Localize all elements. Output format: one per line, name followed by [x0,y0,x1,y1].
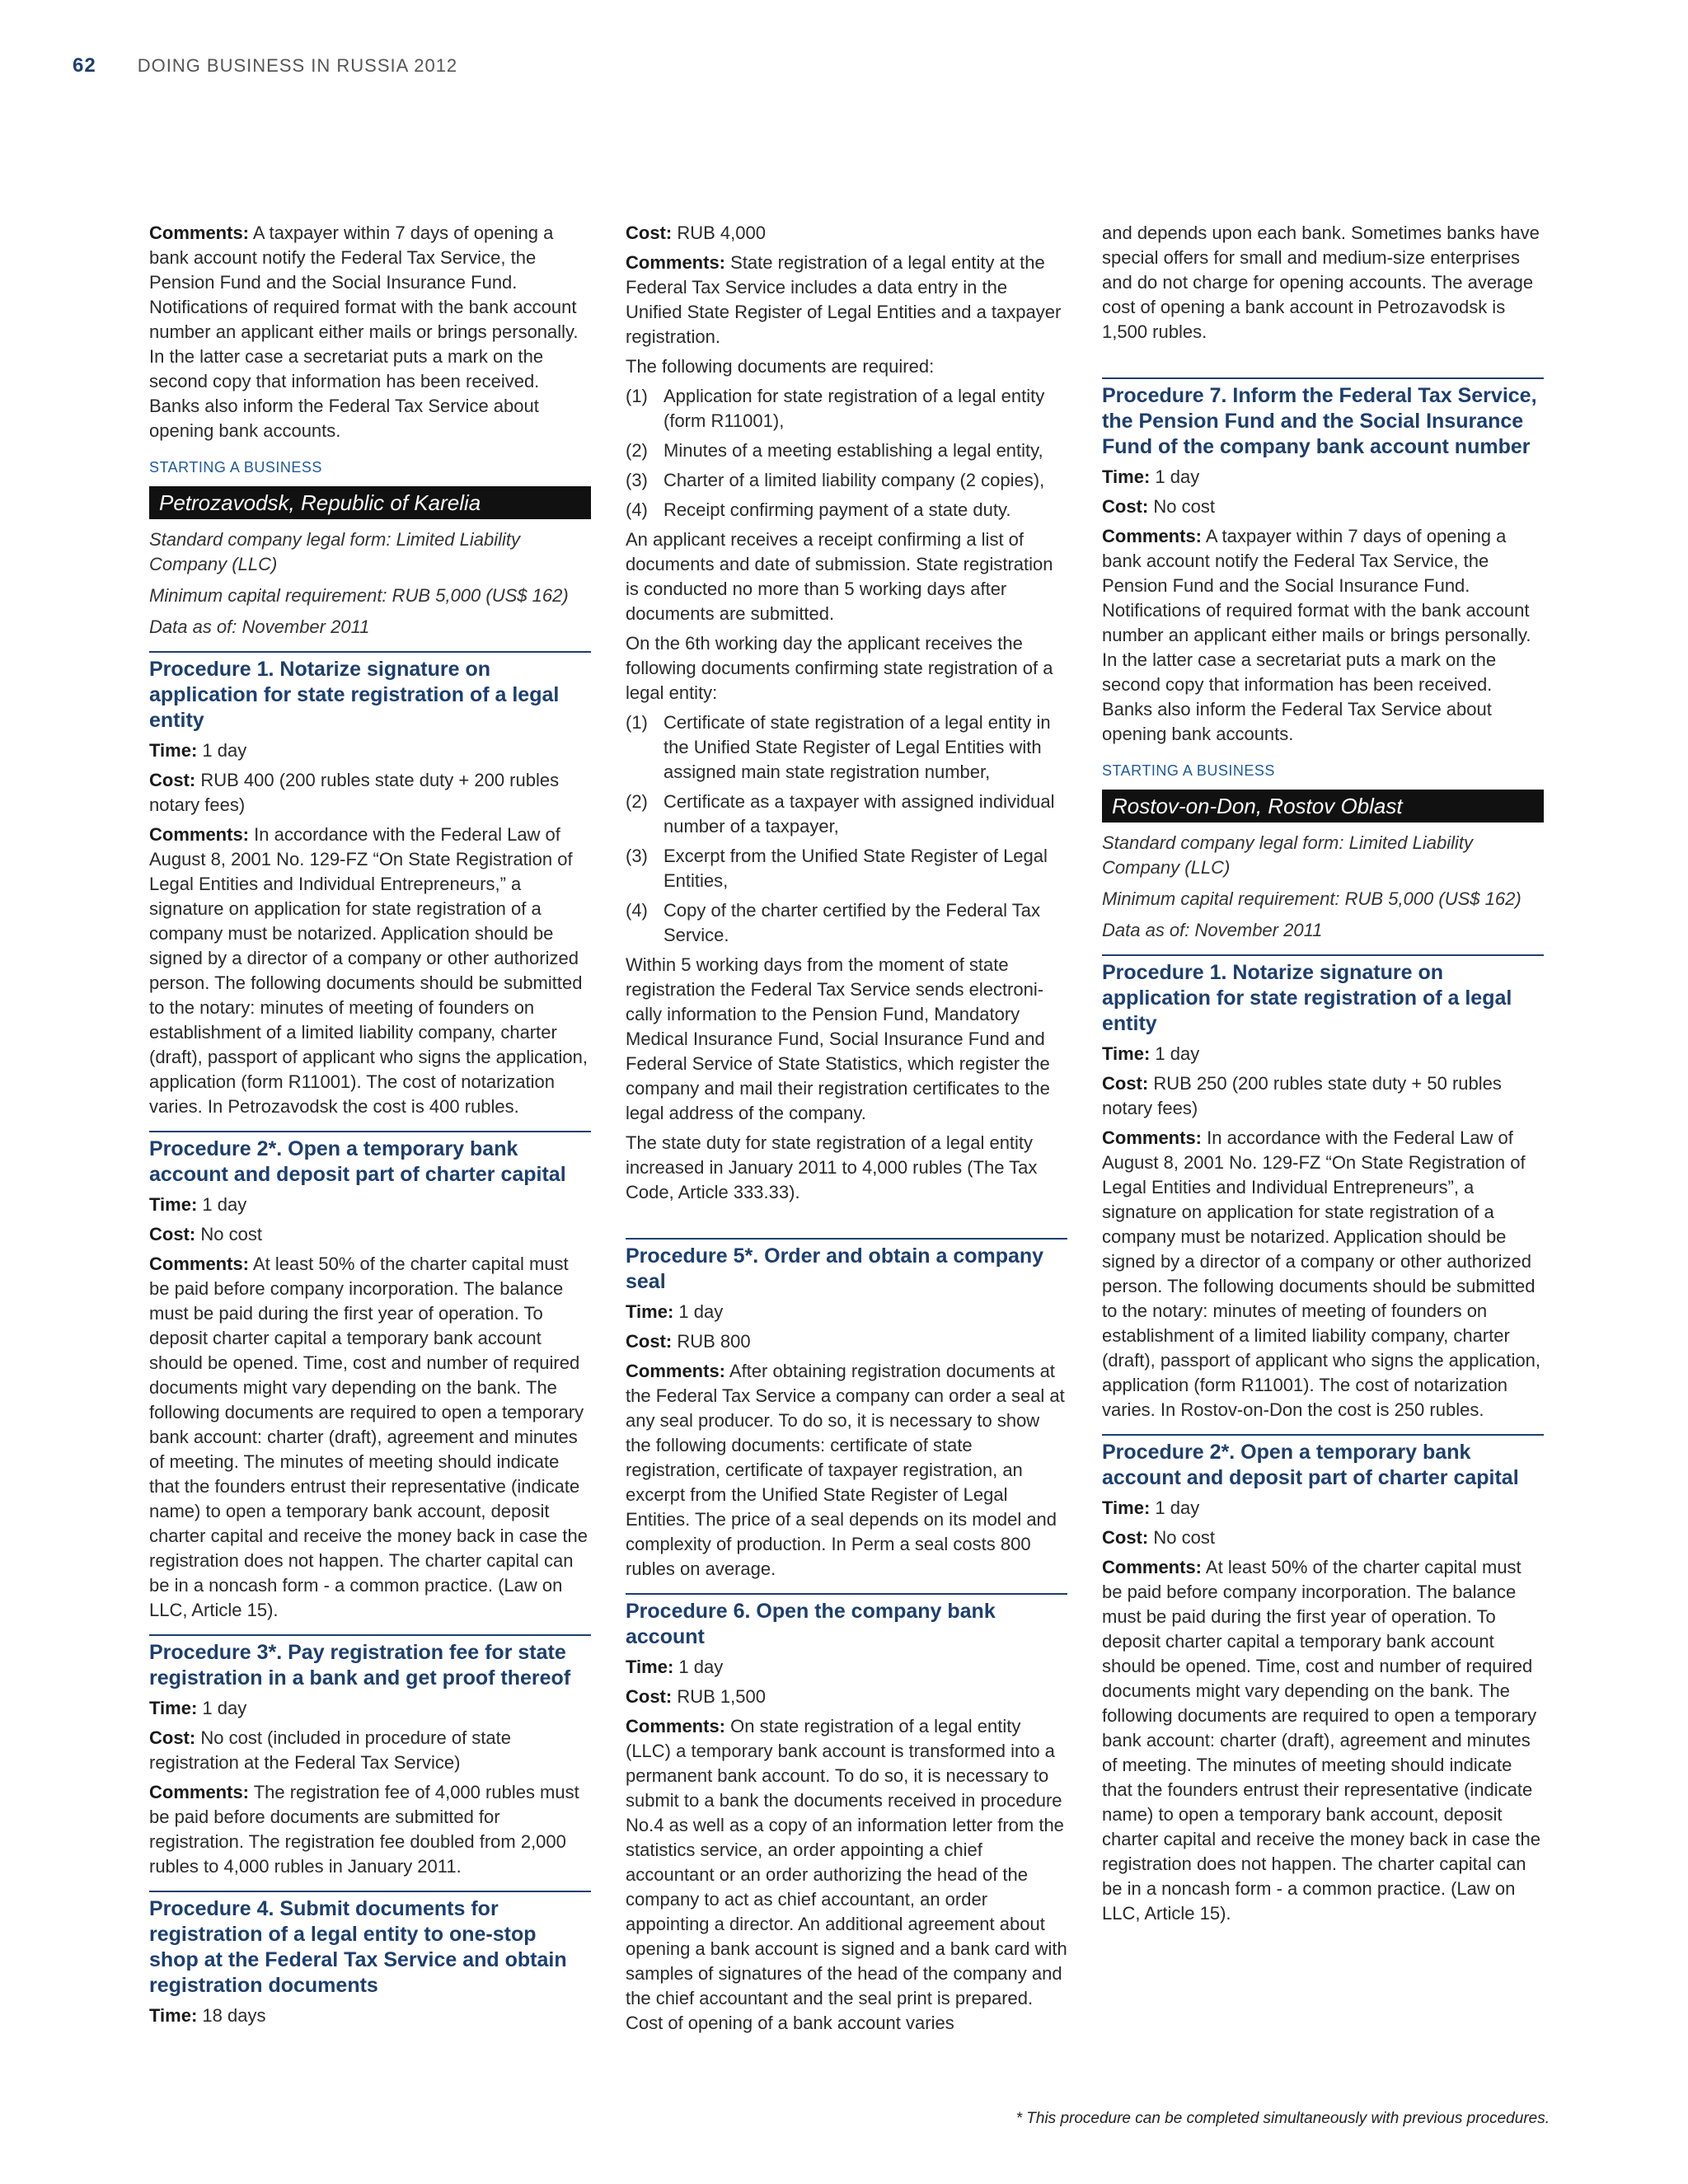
procedure-cost: Cost: No cost [1102,1527,1215,1548]
procedure-title: Procedure 6. Open the company bank account [626,1600,996,1648]
procedure-2 [1102,1434,1544,1926]
list-item: (2) Minutes of a meeting establishing a legal entity, [626,440,1043,461]
procedure-title: Procedure 1. Notarize signature on application for state registration of a legal entity [1102,961,1512,1035]
list-item: (4) Copy of the charter certified by the Federal Tax Service. [626,900,1040,945]
procedure-cost: Cost: RUB 1,500 [626,1686,766,1707]
procedure-title: Procedure 2*. Open a temporary bank account and deposit part of charter capital [1102,1441,1519,1489]
docs-intro: The following documents are required: [626,356,935,377]
data-as-of: Data as of: November 2011 [149,616,370,637]
procedure-comments: Comments: In accordance with the Federal Law of August 8, 2001 No. 129-FZ “On State Registration of Legal Entities and Individual Entrepreneurs,” a signature on application for state registration of a company must be notarized. Application should be signed by a director of a company or other authorized person. The following documents should be submitted to the notary: minutes of meeting of founders on establishment of a limited liability company, charter (draft), passport of applicant who signs the application, application (form R11001). The cost of notarization varies. In Petrozavodsk the cost is 400 rubles. [149,824,588,1117]
page-number: 62 [73,54,96,77]
legal-form: Standard company legal form: Limited Liability Company (LLC) [1102,832,1474,878]
intro-comments: Comments: A taxpayer within 7 days of opening a bank account notify the Federal Tax Service, the Pension Fund and the Social Insurance Fund. Notifications of required format with the bank account number an applicant either mails or brings personally. In the latter case a secretariat puts a mark on the second copy that information has been received. Banks also inform the Federal Tax Service about opening bank accounts. [149,223,579,441]
paragraph: On the 6th working day the applicant receives the following documents confirming state registration of a legal entity: [626,633,1053,703]
paragraph: and depends upon each bank. Sometimes banks have special offers for small and medium-size enterprises and do not charge for opening accounts. The average cost of opening a bank account in Petrozavodsk is 1,500 rubles. [1102,223,1540,342]
procedure-2 [149,1131,591,1623]
running-title: DOING BUSINESS IN RUSSIA 2012 [137,55,458,76]
procedure-time: Time: 1 day [1102,1497,1200,1518]
procedure-comments: Comments: State registration of a legal entity at the Federal Tax Service includes a data entry in the Unified State Register of Legal Entities and a taxpayer registration. [626,252,1062,347]
procedure-time: Time: 1 day [626,1657,724,1677]
paragraph: Within 5 working days from the moment of state registration the Federal Tax Service sends electronically information to the Pension Fund, Mandatory Medical Insurance Fund, Social Insurance Fund and Federal Service of State Statistics, which register the company and mail their registration certificates to the legal address of the company. [626,954,1050,1123]
min-capital: Minimum capital requirement: RUB 5,000 (US$ 162) [1102,888,1522,909]
comments-label: Comments: [149,223,250,243]
list-item: (3) Charter of a limited liability company (2 copies), [626,470,1045,490]
procedure-7 [1102,377,1544,747]
received-documents-list [626,710,1067,948]
procedure-cost: Cost: RUB 800 [626,1331,751,1352]
procedure-comments: Comments: At least 50% of the charter capital must be paid before company incorporation. The balance must be paid during the first year of operation. To deposit charter capital a temporary bank account should be opened. Time, cost and number of required documents might vary depending on the bank. The following documents are required to open a temporary bank account: charter (draft), agreement and minutes of meeting. The minutes of meeting should indicate that the founders entrust their representative (indicate name) to open a temporary bank account, deposit charter capital and receive the money back in case the registration does not happen. The charter capital can be in a noncash form - a common practice. (Law on LLC, Article 15). [149,1254,588,1620]
procedure-6 [626,1593,1067,2036]
procedure-time: Time: 1 day [1102,466,1200,487]
procedure-time: Time: 1 day [149,740,247,761]
procedure-title: Procedure 7. Inform the Federal Tax Service, the Pension Fund and the Social Insurance Fund of the company bank account number [1102,384,1537,458]
procedure-title: Procedure 3*. Pay registration fee for state registration in a bank and get proof thereof [149,1641,571,1690]
data-as-of: Data as of: November 2011 [1102,920,1323,940]
list-item: (1) Certificate of state registration of a legal entity in the Unified State Register of Legal Entities with assigned main state registration number, [626,712,1051,782]
section-label: STARTING A BUSINESS [149,459,322,476]
legal-form: Standard company legal form: Limited Liability Company (LLC) [149,529,521,574]
procedure-title: Procedure 1. Notarize signature on application for state registration of a legal entity [149,658,560,732]
footnote: * This procedure can be completed simultaneously with previous procedures. [1015,2110,1550,2127]
procedure-title: Procedure 4. Submit documents for registration of a legal entity to one-stop shop at the Federal Tax Service and obtain registration documents [149,1897,567,1997]
procedure-time: Time: 1 day [1102,1043,1200,1064]
procedure-title: Procedure 5*. Order and obtain a company seal [626,1244,1044,1293]
procedure-cost: Cost: RUB 400 (200 rubles state duty + 200 rubles notary fees) [149,770,560,815]
procedure-5 [626,1238,1067,1582]
procedure-cost: Cost: RUB 250 (200 rubles state duty + 50 rubles notary fees) [1102,1073,1502,1118]
running-header [73,54,457,77]
column-2 [626,221,1067,2041]
column-1 [149,221,591,2033]
min-capital: Minimum capital requirement: RUB 5,000 (US$ 162) [149,585,569,606]
procedure-cost: Cost: RUB 4,000 [626,223,766,243]
list-item: (3) Excerpt from the Unified State Register of Legal Entities, [626,846,1048,891]
procedure-1 [149,651,591,1119]
paragraph: The state duty for state registration of a legal entity increased in January 2011 to 4,000 rubles (The Tax Code, Article 333.33). [626,1132,1038,1202]
column-3 [1102,221,1544,1931]
procedure-1 [1102,954,1544,1422]
procedure-comments: Comments: At least 50% of the charter capital must be paid before company incorporation. The balance must be paid during the first year of operation. To deposit charter capital a temporary bank account should be opened. Time, cost and number of required documents might vary depending on the bank. The following documents are required to open a temporary bank account: charter (draft), agreement and minutes of meeting. The minutes of meeting should indicate that the founders entrust their representative (indicate name) to open a temporary bank account, deposit charter capital and receive the money back in case the registration does not happen. The charter capital can be in a noncash form - a common practice. (Law on LLC, Article 15). [1102,1557,1540,1924]
procedure-cost: Cost: No cost (included in procedure of state registration at the Federal Tax Service) [149,1727,511,1773]
list-item: (2) Certificate as a taxpayer with assigned individual number of a taxpayer, [626,791,1055,837]
list-item: (1) Application for state registration of a legal entity (form R11001), [626,386,1045,431]
list-item: (4) Receipt confirming payment of a state duty. [626,499,1011,520]
procedure-comments: Comments: In accordance with the Federal Law of August 8, 2001 No. 129-FZ “On State Registration of Legal Entities and Individual Entrepreneurs”, a signature on application for state registration of a company must be notarized. Application should be signed by a director of a company or other authorized person. The following documents should be submitted to the notary: minutes of meeting of founders on establishment of a limited liability company, charter (draft), passport of applicant who signs the application, application (form R11001). The cost of notarization varies. In Rostov-on-Don the cost is 250 rubles. [1102,1127,1540,1420]
procedure-time: Time: 1 day [626,1301,724,1322]
procedure-title: Procedure 2*. Open a temporary bank account and deposit part of charter capital [149,1137,566,1186]
procedure-time: Time: 1 day [149,1194,247,1215]
city-heading-petrozavodsk: Petrozavodsk, Republic of Karelia [149,486,591,519]
procedure-cost: Cost: No cost [149,1224,262,1244]
procedure-comments: Comments: After obtaining registration documents at the Federal Tax Service a company can order a seal at any seal producer. To do so, it is necessary to show the following documents: certificate of state registration, certificate of taxpayer registration, an excerpt from the Unified State Register of Legal Entities. The price of a seal depends on its model and complexity of production. In Perm a seal costs 800 rubles on average. [626,1361,1065,1579]
procedure-comments: Comments: The registration fee of 4,000 rubles must be paid before documents are submitted for registration. The registration fee doubled from 2,000 rubles to 4,000 rubles in January 2011. [149,1782,579,1877]
procedure-3 [149,1634,591,1879]
procedure-cost: Cost: No cost [1102,496,1215,517]
city-heading-rostov: Rostov-on-Don, Rostov Oblast [1102,790,1544,823]
section-label: STARTING A BUSINESS [1102,762,1275,779]
procedure-comments: Comments: A taxpayer within 7 days of opening a bank account notify the Federal Tax Service, the Pension Fund and the Social Insurance Fund. Notifications of required format with the bank account number an applicant either mails or brings personally. In the latter case a secretariat puts a mark on the second copy that information has been received. Banks also inform the Federal Tax Service about opening bank accounts. [1102,526,1531,744]
paragraph: An applicant receives a receipt confirming a list of documents and date of submission. State registration is conducted no more than 5 working days after documents are submitted. [626,529,1053,624]
required-documents-list [626,384,1067,523]
procedure-time: Time: 18 days [149,2005,266,2026]
procedure-time: Time: 1 day [149,1698,247,1718]
procedure-comments: Comments: On state registration of a legal entity (LLC) a temporary bank account is transformed into a permanent bank account. To do so, it is necessary to submit to a bank the documents received in procedure No.4 as well as a copy of an information letter from the statistics service, an order appointing a chief accountant or an order authorizing the head of the company to act as chief accountant, an order appointing a director. An additional agreement about opening a bank account is signed and a bank card with samples of signatures of the head of the company and the chief accountant and the seal print is prepared. Cost of opening of a bank account varies [626,1716,1067,2033]
procedure-4 [149,1891,591,2028]
